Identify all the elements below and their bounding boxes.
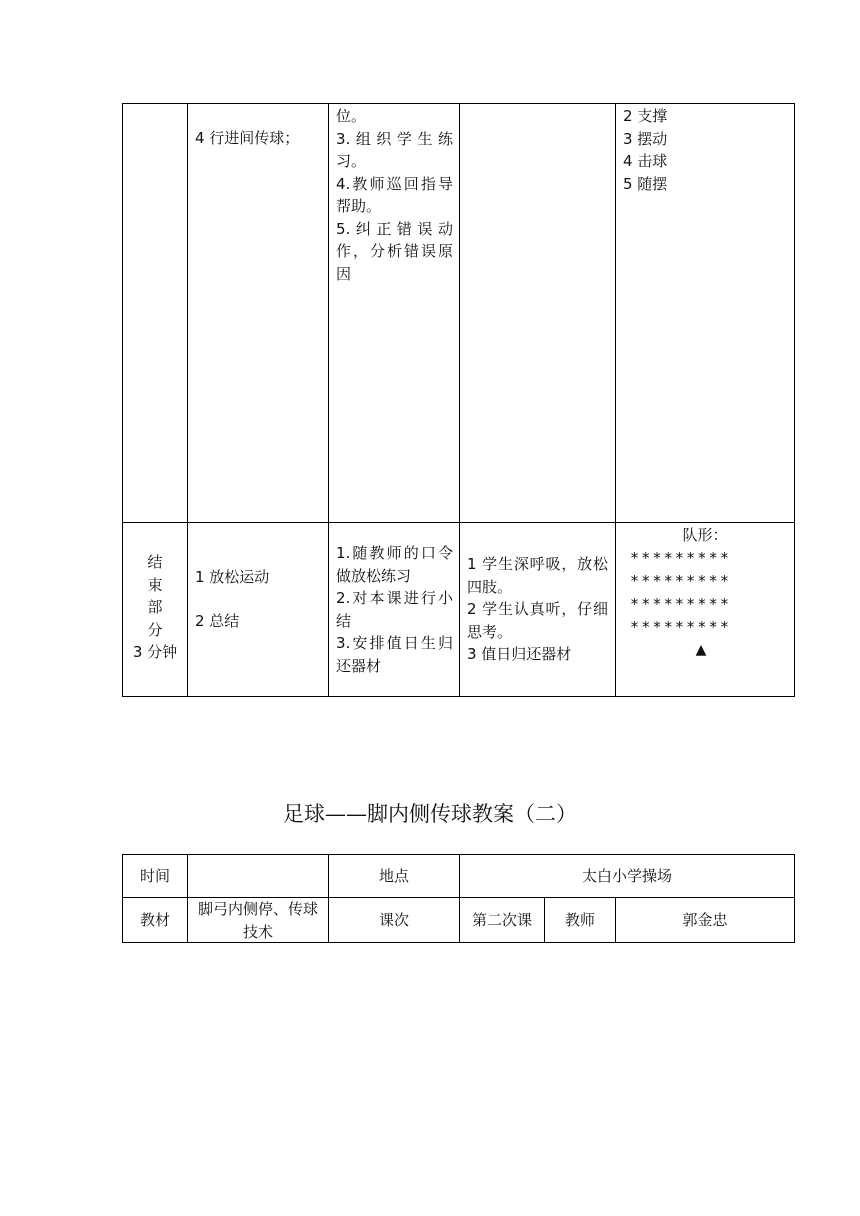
table-col-divider: [459, 103, 460, 697]
section-label-line: 部: [147, 598, 163, 616]
table-col-divider: [187, 103, 188, 697]
teacher-value: 郭金忠: [682, 911, 728, 929]
activity-item: 2 学生认真听，仔细思考。: [467, 600, 608, 641]
activity-item: 3.安排值日生归还器材: [336, 634, 453, 675]
formation-row: *********: [630, 617, 732, 636]
technique-steps: [623, 105, 783, 195]
activity-item: 3 值日归还器材: [467, 645, 572, 663]
teaching-steps: [336, 105, 453, 285]
formation-row: *********: [630, 548, 732, 567]
technique-item: 4 击球: [623, 152, 668, 170]
place-label: 地点: [378, 867, 409, 885]
section-label: [123, 551, 187, 664]
page-title: 足球——脚内侧传球教案（二）: [283, 802, 577, 826]
material-value: 脚弓内侧停、传球技术: [197, 900, 318, 941]
section-label-line: 结: [147, 553, 163, 571]
content-item: 2 总结: [195, 612, 240, 630]
teacher-label: 教师: [564, 911, 595, 929]
step-item: 位。: [336, 107, 367, 125]
table-col-divider: [187, 854, 188, 943]
activity-item: 1 学生深呼吸，放松四肢。: [467, 555, 608, 596]
material-label: 教材: [139, 911, 170, 929]
section-label-line: 3 分钟: [132, 643, 178, 661]
teacher-marker-icon: ▲: [695, 641, 707, 658]
technique-item: 2 支撑: [623, 107, 668, 125]
teacher-activities: [336, 542, 453, 677]
table-border-right: [794, 854, 795, 943]
technique-item: 3 摆动: [623, 129, 668, 148]
formation-row: *********: [630, 571, 732, 590]
table-col-divider: [328, 103, 329, 697]
formation-diagram: [616, 524, 794, 661]
technique-item: 5 随摆: [623, 174, 668, 193]
time-label: 时间: [139, 867, 170, 885]
content-item: 1 放松运动: [195, 568, 270, 586]
place-value: 太白小学操场: [581, 867, 672, 885]
activity-item: 1.随教师的口令做放松练习: [336, 544, 453, 585]
content-item: 4 行进间传球；: [195, 129, 300, 147]
step-item: 3.组织学生练习。: [336, 129, 453, 170]
section-label-line: 束: [147, 575, 163, 594]
table-border-right: [794, 103, 795, 697]
activity-item: 2.对本课进行小结: [336, 589, 453, 630]
student-activities: [467, 553, 608, 666]
lesson-label: 课次: [378, 911, 409, 929]
section-label-line: 分: [147, 620, 163, 639]
step-item: 5.纠正错误动作，分析错误原因: [336, 219, 453, 283]
formation-row: *********: [630, 594, 732, 613]
lesson-value: 第二次课: [471, 911, 532, 929]
step-item: 4.教师巡回指导帮助。: [336, 174, 453, 215]
formation-label: 队形：: [682, 526, 728, 544]
